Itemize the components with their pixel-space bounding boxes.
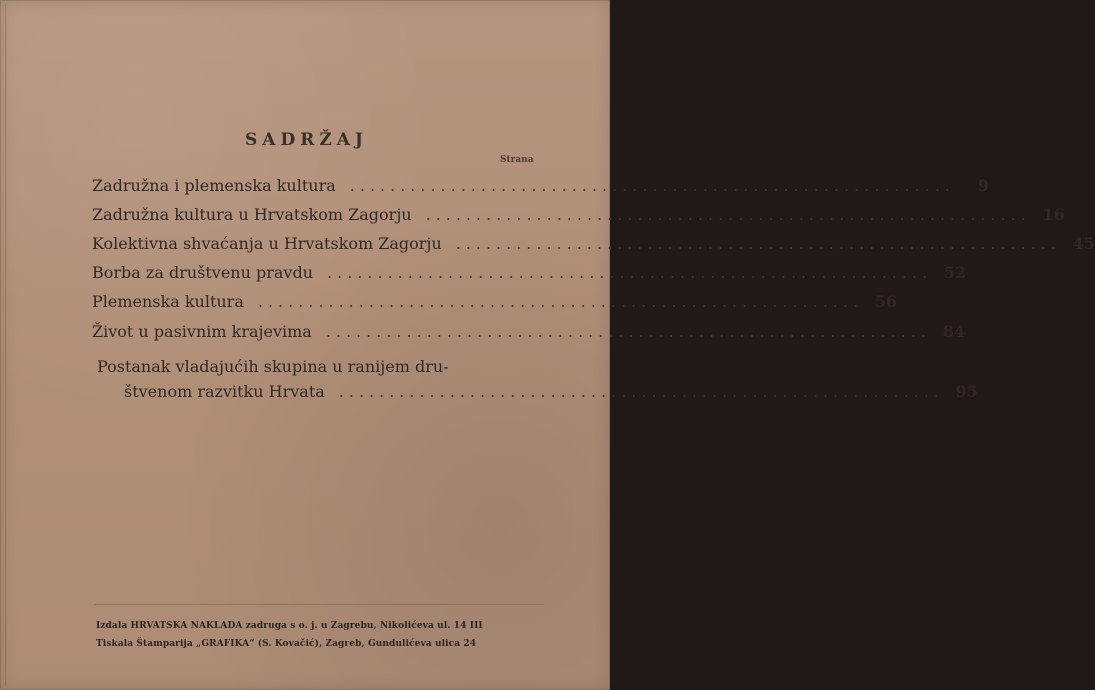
leader-dots: ............................................................	[349, 176, 955, 195]
toc-page-number: 45	[1072, 234, 1095, 253]
leader-dots: ............................................................	[338, 382, 944, 401]
toc-entry-title: štvenom razvitku Hrvata	[124, 382, 325, 401]
toc-entry-title: Borba za društvenu pravdu	[92, 263, 314, 282]
toc-page-number: 9	[977, 176, 989, 195]
imprint-printer: Tiskala Štamparija „GRAFIKA“ (S. Kovačić), Zagreb, Gundulićeva ulica 24	[96, 639, 477, 649]
leader-dots: ............................................................	[455, 234, 1061, 253]
leader-dots: ............................................................	[425, 205, 1031, 224]
toc-entry-title: Život u pasivnim krajevima	[92, 322, 312, 341]
toc-entry-title: Kolektivna shvaćanja u Hrvatskom Zagorju	[92, 234, 442, 253]
toc-entry-title: Zadružna i plemenska kultura	[92, 176, 336, 195]
toc-row	[92, 203, 1065, 227]
toc-row	[124, 380, 978, 404]
toc-row	[92, 174, 989, 198]
leader-dots: ............................................................	[327, 263, 933, 282]
toc-page-number: 84	[942, 322, 965, 341]
toc-row	[92, 320, 965, 344]
toc-page-number: 52	[943, 263, 967, 282]
toc-entry-title-line: Postanak vladajućih skupina u ranijem dru-	[97, 357, 449, 376]
toc-page-number: 56	[874, 292, 898, 311]
page-title: SADRŽAJ	[245, 130, 368, 150]
toc-row	[92, 290, 898, 314]
toc-page-number: 95	[955, 382, 978, 401]
toc-entry-title: Zadružna kultura u Hrvatskom Zagorju	[92, 205, 412, 224]
divider	[94, 604, 544, 605]
toc-page-number: 16	[1042, 205, 1065, 224]
imprint-publisher: Izdala HRVATSKA NAKLADA zadruga s o. j. u Zagrebu, Nikolićeva ul. 14 III	[96, 621, 483, 631]
leader-dots: ............................................................	[325, 322, 931, 341]
toc-row	[92, 232, 1095, 256]
leader-dots: ............................................................	[257, 292, 864, 311]
toc-entry-title: Plemenska kultura	[92, 292, 244, 311]
toc-row	[92, 261, 967, 285]
page-column-label: Strana	[500, 155, 534, 165]
